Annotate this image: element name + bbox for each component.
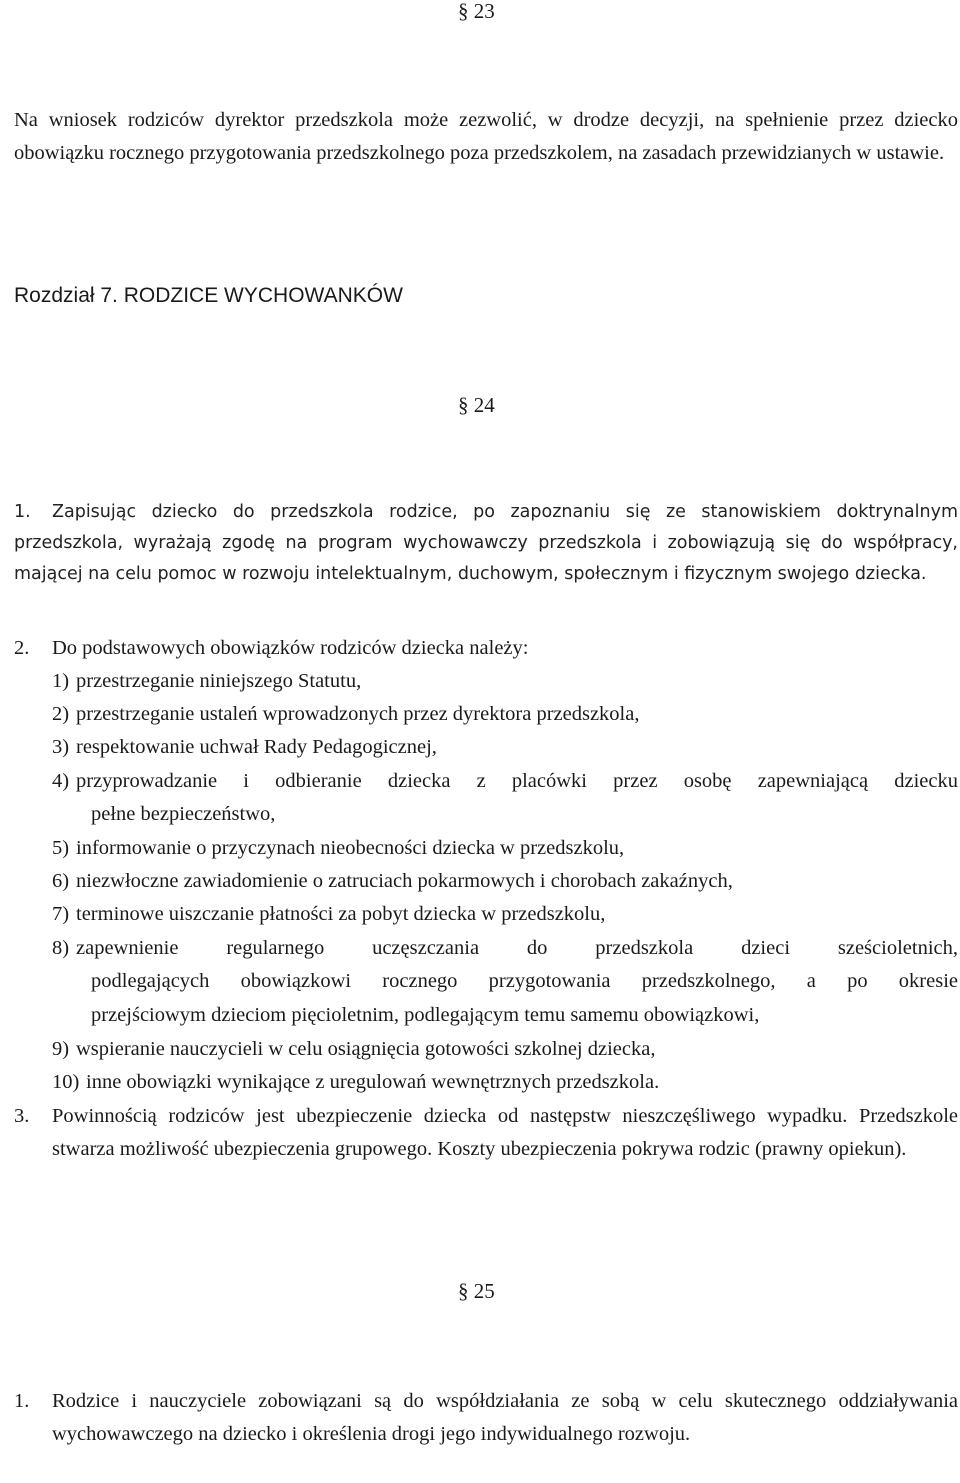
intro-paragraph: Na wniosek rodziców dyrektor przedszkola może zezwolić, w drodze decyzji, na spełnienie przez dziecko obowiązku rocznego przygotowania przedszkolnego poza przedszkolem, na zasadach przewidzianych w ustawie.: [14, 109, 958, 164]
s24-paragraph-1-text: Zapisując dziecko do przedszkola rodzice, po zapoznaniu się ze stanowiskiem doktrynalnym przedszkola, wyrażają zgodę na program wychowawczy przedszkola i zobowiązują się do współpracy, mającej na celu pomoc w rozwoju intelektualnym, duchowym, społecznym i fizycznym swojego dziecka.: [14, 502, 958, 584]
list-item-text: wspieranie nauczycieli w celu osiągnięcia gotowości szkolnej dziecka,: [76, 1038, 656, 1060]
list-item-text: respektowanie uchwał Rady Pedagogicznej,: [76, 736, 437, 758]
list-item-text: terminowe uiszczanie płatności za pobyt dziecka w przedszkolu,: [76, 903, 606, 925]
s24-paragraph-1: [14, 497, 958, 590]
s24-paragraph-2-number: 2.: [14, 637, 30, 659]
list-item-number: 9): [52, 1038, 70, 1060]
list-item-text: zapewnienie regularnego uczęszczania do przedszkola dzieci sześcioletnich,: [76, 937, 958, 959]
list-item-number: 3): [52, 736, 70, 758]
chapter-heading: Rozdział 7. RODZICE WYCHOWANKÓW: [14, 284, 403, 307]
list-item-number: 1): [52, 670, 70, 692]
s25-paragraph-1-number: 1.: [14, 1390, 30, 1412]
list-item-number: 5): [52, 837, 70, 859]
s25-paragraph-1-text: Rodzice i nauczyciele zobowiązani są do współdziałania ze sobą w celu skutecznego oddziaływania wychowawczego na dziecko i określenia drogi jego indywidualnego rozwoju.: [52, 1390, 958, 1445]
list-item-number: 6): [52, 870, 70, 892]
list-item-number: 8): [52, 937, 70, 959]
s24-paragraph-1-number: 1.: [14, 502, 31, 522]
section-23-heading: § 23: [458, 0, 495, 23]
s24-paragraph-2-text: Do podstawowych obowiązków rodziców dziecka należy:: [52, 637, 529, 659]
list-item-text: informowanie o przyczynach nieobecności dziecka w przedszkolu,: [76, 837, 625, 859]
list-item-number: 10): [52, 1071, 80, 1093]
list-item-number: 7): [52, 903, 70, 925]
s24-paragraph-3-text: Powinnością rodziców jest ubezpieczenie dziecka od następstw nieszczęśliwego wypadku. Przedszkole stwarza możliwość ubezpieczenia grupowego. Koszty ubezpieczenia pokrywa rodzic (prawny opiekun).: [52, 1105, 958, 1160]
list-item-text: przestrzeganie niniejszego Statutu,: [76, 670, 362, 692]
list-item-text: przyprowadzanie i odbieranie dziecka z placówki przez osobę zapewniającą dziecku: [76, 770, 958, 792]
section-25-heading: § 25: [458, 1279, 495, 1303]
list-item-continuation: podlegających obowiązkowi rocznego przygotowania przedszkolnego, a po okresie: [91, 970, 958, 992]
list-item-number: 4): [52, 770, 70, 792]
list-item-text: inne obowiązki wynikające z uregulowań wewnętrznych przedszkola.: [86, 1071, 660, 1093]
list-item-continuation: pełne bezpieczeństwo,: [91, 803, 276, 825]
list-item-text: niezwłoczne zawiadomienie o zatruciach pokarmowych i chorobach zakaźnych,: [76, 870, 733, 892]
list-item-number: 2): [52, 703, 70, 725]
section-24-heading: § 24: [458, 393, 495, 417]
list-item-continuation: przejściowym dzieciom pięcioletnim, podlegającym temu samemu obowiązkowi,: [91, 1004, 760, 1026]
list-item-text: przestrzeganie ustaleń wprowadzonych przez dyrektora przedszkola,: [76, 703, 640, 725]
s24-paragraph-3-number: 3.: [14, 1105, 30, 1127]
